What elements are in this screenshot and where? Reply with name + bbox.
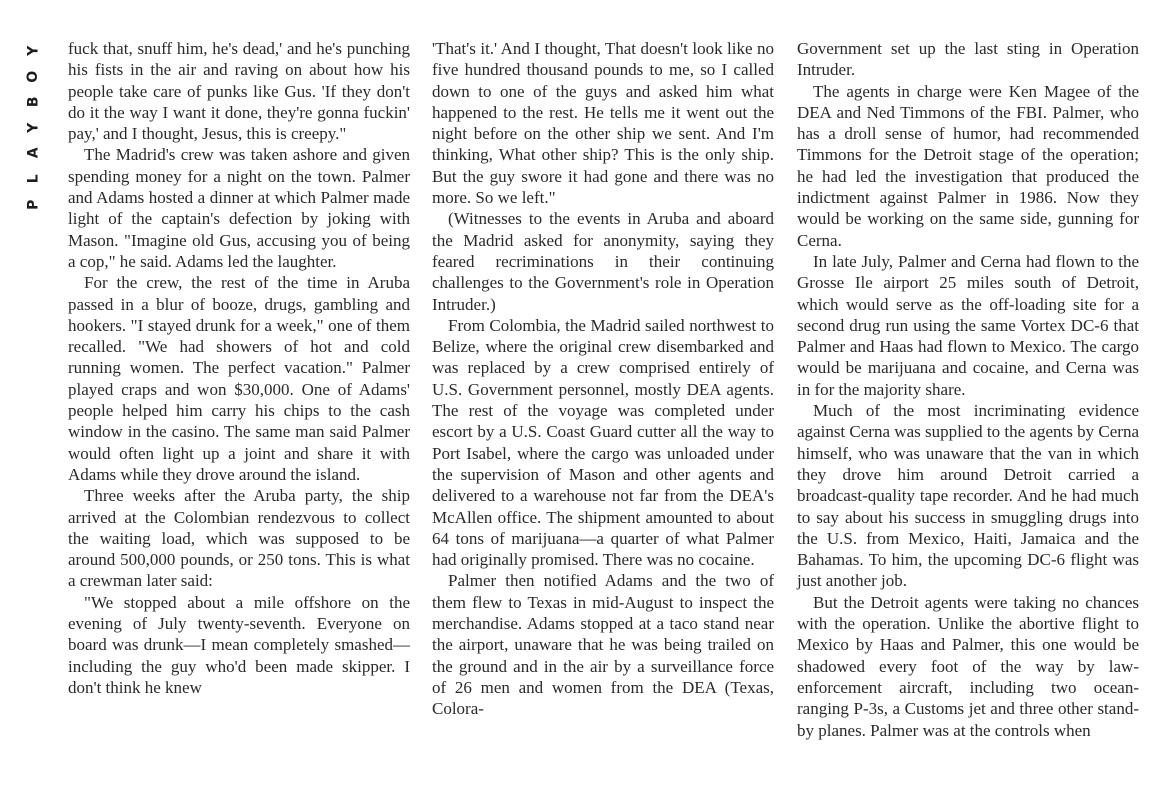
- masthead-letter: Y: [25, 122, 42, 133]
- paragraph: (Witnesses to the events in Aruba and aboard the Madrid asked for anonymity, saying they feared recriminations in their continuing challenges to the Government's role in Operation Intruder.): [432, 209, 774, 314]
- paragraph: The agents in charge were Ken Magee of the DEA and Ned Timmons of the FBI. Palmer, who has a droll sense of humor, had recommended Timmons for the Detroit stage of the operation; he had led the investigation that produced the indictment against Palmer in 1986. Now they would be working on the same side, gunning for Cerna.: [797, 81, 1139, 250]
- masthead-letter: A: [25, 147, 42, 159]
- paragraph: For the crew, the rest of the time in Aruba passed in a blur of booze, drugs, gambling and hookers. "I stayed drunk for a week," one of them recalled. "We had showers of hot and cold running women. The perfect vacation." Palmer played craps and won $30,000. One of Adams' people helped him carry his chips to the cash window in the casino. The same man said Palmer would often light up a joint and share it with Adams while they drove around the island.: [68, 273, 410, 484]
- masthead-letter: Y: [25, 45, 42, 56]
- paragraph: Palmer then notified Adams and the two of them flew to Texas in mid-August to inspect the merchandise. Adams stopped at a taco stand near the airport, unaware that he was being trailed on the ground and in the air by a surveillance force of 26 men and women from the DEA (Texas, Colora-: [432, 571, 774, 719]
- paragraph: From Colombia, the Madrid sailed northwest to Belize, where the original crew disembarked and was replaced by a crew comprised entirely of U.S. Government personnel, mostly DEA agents. The rest of the voyage was completed under escort by a U.S. Coast Guard cutter all the way to Port Isabel, where the cargo was unloaded under the supervision of Mason and other agents and delivered to a warehouse not far from the DEA's McAllen office. The shipment amounted to about 64 tons of marijuana—a quarter of what Palmer had originally promised. There was no cocaine.: [432, 315, 774, 570]
- article-column-1: [68, 38, 410, 698]
- masthead-letter: P: [25, 199, 42, 210]
- masthead-letter: L: [25, 174, 42, 184]
- article-column-2: [432, 38, 774, 720]
- masthead-playboy: [22, 38, 46, 217]
- paragraph: 'That's it.' And I thought, That doesn't look like no five hundred thousand pounds to me, so I called down to one of the guys and asked him what happened to the rest. He tells me it went out the night before on the other ship we sent. And I'm thinking, What other ship? This is the only ship. But the guy swore it had gone and there was no more. So we left.": [432, 39, 774, 208]
- paragraph: Government set up the last sting in Operation Intruder.: [797, 39, 1139, 80]
- paragraph: Much of the most incriminating evidence against Cerna was supplied to the agents by Cerna himself, who was unaware that the van in which they drove him around Detroit carried a broadcast-quality tape recorder. And he had much to say about his success in smuggling drugs into the U.S. from Mexico, Haiti, Jamaica and the Bahamas. To him, the upcoming DC-6 flight was just another job.: [797, 401, 1139, 591]
- masthead-letter: O: [25, 70, 42, 83]
- paragraph: In late July, Palmer and Cerna had flown to the Grosse Ile airport 25 miles south of Detroit, which would serve as the off-loading site for a second drug run using the same Vortex DC-6 that Palmer and Haas had flown to Mexico. The cargo would be marijuana and cocaine, and Cerna was in for the majority share.: [797, 251, 1139, 399]
- paragraph: fuck that, snuff him, he's dead,' and he's punching his fists in the air and raving on about how his people take care of punks like Gus. 'If they don't do it the way I want it done, they're gonna fuckin' pay,' and I thought, Jesus, this is creepy.": [68, 39, 410, 144]
- paragraph: But the Detroit agents were taking no chances with the operation. Unlike the abortive flight to Mexico by Haas and Palmer, this one would be shadowed every foot of the way by law-enforcement aircraft, including two ocean-ranging P-3s, a Customs jet and three other stand-by planes. Palmer was at the controls when: [797, 592, 1139, 740]
- article-column-3: [797, 38, 1139, 741]
- masthead-letter: B: [25, 96, 42, 108]
- paragraph: The Madrid's crew was taken ashore and given spending money for a night on the town. Palmer and Adams hosted a dinner at which Palmer made light of the captain's defection by joking with Mason. "Imagine old Gus, accusing you of being a cop," he said. Adams led the laughter.: [68, 145, 410, 271]
- paragraph: Three weeks after the Aruba party, the ship arrived at the Colombian rendezvous to collect the waiting load, which was supposed to be around 500,000 pounds, or 250 tons. This is what a crewman later said:: [68, 486, 410, 591]
- paragraph: "We stopped about a mile offshore on the evening of July twenty-seventh. Everyone on board was drunk—I mean completely smashed—including the guy who'd been made skipper. I don't think he knew: [68, 592, 410, 697]
